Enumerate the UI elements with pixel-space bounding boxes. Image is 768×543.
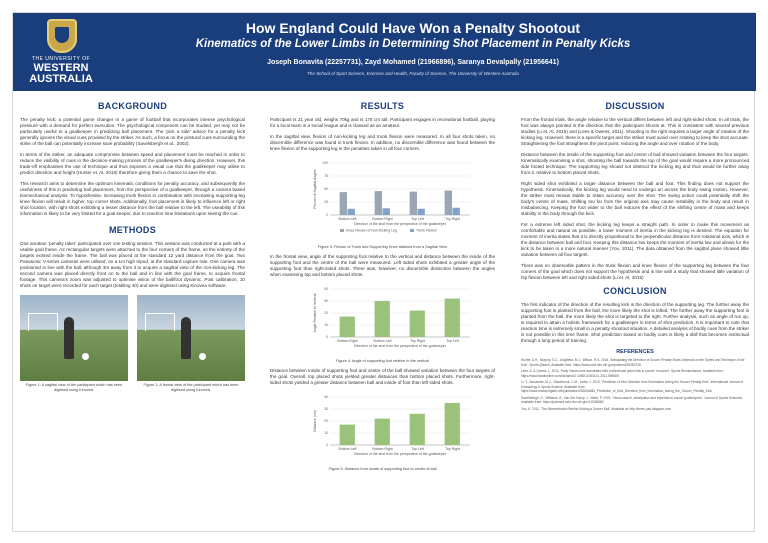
method-photos [20,295,245,381]
y-axis-label: Flexion of Sagittal Angles [313,169,317,209]
legend-swatch [410,229,414,232]
x-tick-label: Top Right [445,447,460,451]
figure-4-caption: Figure 4: Angle of supporting foot relative to the vertical [336,359,429,363]
discussion-paragraph-4: For a extreme left sided shot, the kicking leg keeps a straight path. In order to make this movement as comfortable and natural as possible, a lower moment of inertia in the kicking leg is desired. The equation for moment of inertia states that it is directly proportional to the perpendicular distance from rotational axis, which is the distance between ball and foot. Keeping this distance low keeps the moment of inertia low and allows for the kick to be taken in a more natural manner (You, 2011). The data obtained from the sagittal plane showed little variation between all four targets. [521,222,749,257]
background-paragraph-2: In terms of the striker, an adequate compromise between speed and placement must be reached in order to reduce the visibility of cues in the decision-making process of the goalkeeper's diving direction. However, this trade-off emphasises the use of technique and thus exposes a visual cue that the goalkeeper may utilise to predict direction and height (Hunter et. Al, 2018) therefore giving them a chance to save the shot. [20,152,245,175]
y-axis-label: Distance (cm) [313,410,317,432]
x-tick-label: Bottom Right [372,447,393,451]
discussion-heading: DISCUSSION [605,101,665,111]
poster-subtitle: Kinematics of the Lower Limbs in Determining Shot Placement in Penalty Kicks [195,38,631,50]
player-figure-icon [64,317,74,359]
y-tick-label: 40 [324,395,328,400]
bar [340,192,347,215]
header-banner [13,13,756,91]
bar [418,209,425,215]
bar [445,403,460,445]
bar [340,425,355,445]
bar [375,419,390,445]
goal-frame-icon [145,313,175,331]
goal-frame-icon [28,313,58,331]
crest-icon [47,19,77,53]
x-tick-label: Top Left [446,339,459,343]
player-figure-icon [181,317,191,359]
x-tick-label: Bottom Right [337,339,358,343]
poster [12,12,755,532]
methods-heading: METHODS [108,225,157,235]
bar [348,209,355,215]
figure-5-caption: Figure 5: Distance from inside of supporting foot to center of ball [328,467,437,471]
bar [410,192,417,215]
discussion-paragraph-3: Right sided shot exhibited a larger distance between the ball and foot. This finding does not support the hypothesis. Kinematically, the kicking leg would need to undergo an across the body swing motion. However, the striker must remain stable to retain accuracy over the shot. The swing action could potentially shift the body's centre of mass. Shifting too far from the original axis may cause instability in the body and result in misbalancing. Keeping the foot wider to the ball reduces the effect of the shifting centre of mass and keeps stability in the body through the kick. [521,181,749,216]
y-tick-label: 75 [324,174,328,179]
bar [375,191,382,215]
y-axis-label: Angle Relative to Vertical [313,293,317,333]
column-left [20,101,245,393]
x-tick-label: Top Left [411,217,424,221]
reference-item: You, K. 2011, 'The Biomechanics Behind Kicking a Soccer Ball', Available at: http://kevin-yau.blogspot.com [521,406,671,411]
logo-small-text: THE UNIVERSITY OF [31,56,91,62]
results-paragraph-2: In the sagittal view, flexion of non-kicking leg and trunk flexion were measured. In all four shots taken, no discernible difference was found in trunk flexion. In addition, no discernible difference was found between the knee flexion of the supporting leg in the penalties taken in all four corners. [270,134,495,151]
legend-swatch [340,229,344,232]
ball-icon [82,353,89,360]
legend-label: Knee Flexion of Non-Kicking Leg [346,228,397,233]
x-axis-label: Direction of the shot from the perspective of the goalkeeper [354,344,446,348]
ball-icon [199,353,206,360]
authors: Joseph Bonavita (22257731), Zayd Mohamed (21966896), Saranya Devalpally (21956641) [267,59,559,66]
figure-5-chart [270,391,495,463]
y-tick-label: 0 [326,443,328,448]
y-tick-label: 30 [324,407,328,412]
figure-3-chart [270,157,495,241]
column-middle [270,101,495,476]
results-paragraph-3: In the frontal view, angle of the supporting foot relative to the vertical and distance between the inside of the supporting foot and the centre of the ball were measured. Left sided shots exhibited a greater angle of the supporting foot than right-sided shots. There was, however, no discernible distinction between the angles when examining top and bottom placed shots. [270,254,495,277]
background-paragraph-1: The penalty kick; a potential game changer in a game of football that incorporates intense psychological pressure with a demand for perfect execution. The psychological component can be studied, yet may not be particularly useful to a goalkeeper in predicting ball placement. The 'pick a side' advice for a penalty kick generally ignores the visual cues provided by the striker. As such, a focus on the postural cues surrounding the strike of the ball can potentially increase save probability (Savelsbergh et al., 2002). [20,117,245,146]
legend-label: Trunk Flexion [416,228,438,233]
photo-captions [20,381,245,393]
y-tick-label: 20 [324,419,328,424]
logo-line-1: WESTERN [33,62,89,74]
bar [410,311,425,337]
poster-title: How England Could Have Won a Penalty Shootout [245,20,581,36]
x-axis-label: Direction of the shot from the perspective of the goalkeeper [354,222,446,226]
bar [340,317,355,337]
results-paragraph-4: Distance between inside of supporting foot and centre of the ball showed variation between the four targets of the goal. Overall, top placed shots yielded greater distances than bottom placed shots. Furthermore, right-sided shots yielded a greater distance between ball and inside of foot than left sided shots. [270,368,495,385]
reference-item: Lees, A. & Owens, L. 2011, 'Early Visual cues associated with a directional place kick in soccer' in soccer', Sports Biomechanics, Available from: https://www.tandfonline.com/doi/abs/10.1080/14763141.2011.569565 [521,369,724,378]
x-tick-label: Bottom Left [338,217,357,221]
figure-2-caption: Figure 2: A frontal view of the participant which has been digitised using Kinovea. [143,383,239,392]
x-tick-label: Top Right [445,217,460,221]
y-tick-label: 0 [326,335,328,340]
y-tick-label: 0 [326,213,328,218]
y-tick-label: 40 [324,287,328,292]
bar [410,414,425,445]
y-tick-label: 100 [322,161,328,166]
conclusion-paragraph-1: The first indicator of the direction of the resulting kick is the direction of the supporting leg. The further away the supporting foot is planted from the ball, the more likely the shot is lofted. The further away the supporting foot is planted from the ball, the more likely the shot is targeted to the right. Further analysis, such as angle of run up, is required to attain a holistic framework for a goalkeeper in terms of shot prediction. It is important to note that reaction time is extremely small in a penalty shootout situation. A detailed analysis of bodily cues from the striker is not possible in this time frame. Shot prediction based on bodily cues is likely a skill that becomes instinctual through a long period of training. [521,302,749,343]
discussion-paragraph-5: There was no observable pattern in the trunk flexion and knee flexion of the supporting leg between the four corners of the goal which does not support the hypothesis and is line with a study that showed little variation of hip flexion between left and right sided shots (Li et. Al, 2015) [521,263,749,280]
discussion-paragraph-2: Distance between the inside of the supporting foot and centre of ball showed variation between the four targets. Kinematically examining a shot, shooting the ball towards the top of the goal would require a more pronounced side footed technique. The supporting leg should not obstruct the kicking leg and thus would be further away from it, relative to bottom placed shots. [521,152,749,175]
logo-big-text [19,63,103,85]
bar [375,301,390,337]
methods-paragraph-1: One amateur 'penalty taker' participated over one testing session. This session was conducted at a park with a usable goal frame. A2 rectangular targets were attached to the four corners of the frame, so the entirety of the targets existed inside the frame. The ball was placed at the standard 12 yard distance from the goal. Two Panasonic V-series cameras were utilised, on a 1m high tripod, at the standard capture rate. One camera was positioned in line with the ball, although 3m away from it to acquire a sagittal view of the non-kicking leg. The second camera was placed directly front on to the ball and in line with the goal frame, to acquire frontal footage. This camera's zoom was adjusted to optimise vision of the ball/foot dynamic. Post calibration, 10 shots on target were recorded for each target (totalling 40) and were digitised using Kinovea software. [20,241,245,288]
logo-line-2: AUSTRALIA [29,73,93,85]
affiliation: The School of Sport Science, Exercise and Health, Faculty of Science, The University of Western Australia [307,71,519,76]
bar [383,208,390,215]
reference-item: Hunter, A.H., Murphy, S.C., Angilletta, M.J., Wilson, R.S. 2018, 'Anticipating the Direction of Soccer Penalty Shots Depends on the Speed and Technique of the Kick', Sports (Basel), Available from: https://www.ncbi.nlm.nih.gov/pubmed/30380728 [521,358,745,367]
figure-1-caption: Figure 1: A sagittal view of the participant which has been digitised using Kinovea. [25,383,123,392]
figure-3-caption: Figure 3: Flexion of Trunk and Supporting Knee attained from a Sagittal View [317,245,448,249]
bar [445,299,460,337]
y-tick-label: 20 [324,311,328,316]
y-tick-label: 50 [324,187,328,192]
x-tick-label: Top Right [410,339,425,343]
results-paragraph-1: Participant is 21 year old, weighs 70kg and is 178 cm tall. Participant engages in recreational football, playing for a local team in a social league and is classed as an amateur. [270,117,495,128]
x-tick-label: Bottom Left [338,447,357,451]
frontal-photo [137,295,245,381]
y-tick-label: 25 [324,200,328,205]
reference-item: Li, Y., Alexander, M.J., Glazebrook, C.M., Leiter, J. 2015, 'Prediction of Kick Direction from Kinematics during the Soccer Penalty Kick', International Journal of Kinesiology & Sports Science, Available from: https://www.researchgate.net/publication/281808483_Prediction_of_Kick_Direction_from_Kinematics_during_the_Soccer_Penalty_Kick [521,380,744,393]
background-paragraph-3: This research aims to determine the optimum kinematic conditions for penalty accuracy, and subsequently the usefulness of this in predicting ball placement, from the perspective of a goalkeeper, through a camera based biomechanical analysis. To hypothesise, increasing trunk flexion in combination with increasing supporting-leg knee flexion will result in higher, top corner shots. Additionally, foot placement is likely to influence left or right shot location, with right shots exhibiting a lesser distance from the ball relative to the left. The useability of this information is likely to be very limited for a goal keeper, due to reaction time limitations upon seeing the cue. [20,181,245,216]
x-tick-label: Bottom Right [372,217,393,221]
references-heading: REFERENCES [616,349,654,355]
x-tick-label: Top Left [411,447,424,451]
results-heading: RESULTS [360,101,405,111]
bar [445,191,452,215]
y-tick-label: 10 [324,431,328,436]
background-heading: BACKGROUND [98,101,167,111]
discussion-paragraph-1: From the frontal trials, the angle relative to the vertical differs between left and right-sided shots. In all trials, the foot was always pointed in the direction that the participant shoots at. This is consistent with several previous studies (Li et. Al, 2015) and (Lees & Owens, 2011). Shooting to the right requires a larger angle of rotation of the kicking leg. However, there is a specific target and the striker must avoid over rotating to keep the shot accurate. Straightening the foot straightens the pivot point, reducing the angle and over rotation of the body. [521,117,749,146]
y-tick-label: 10 [324,323,328,328]
x-axis-label: Direction of the shot from the perspective of the goalkeeper [354,452,446,456]
y-tick-label: 30 [324,299,328,304]
university-logo [19,19,103,87]
sagittal-photo [20,295,128,381]
bar [453,208,460,215]
column-right [521,101,749,413]
conclusion-heading: CONCLUSION [603,286,667,296]
x-tick-label: Bottom Left [373,339,392,343]
figure-4-chart [270,283,495,355]
reference-item: Savelsbergh, G., Williams, A., Van Der Kamp, J., Ward, P. 2002, 'Visual search, anticipation and expertise in soccer goalkeepers', Journal of Sports Sciences, Available from: https://pubmed.ncbi.nlm.nih.gov/11936586/ [521,395,743,404]
